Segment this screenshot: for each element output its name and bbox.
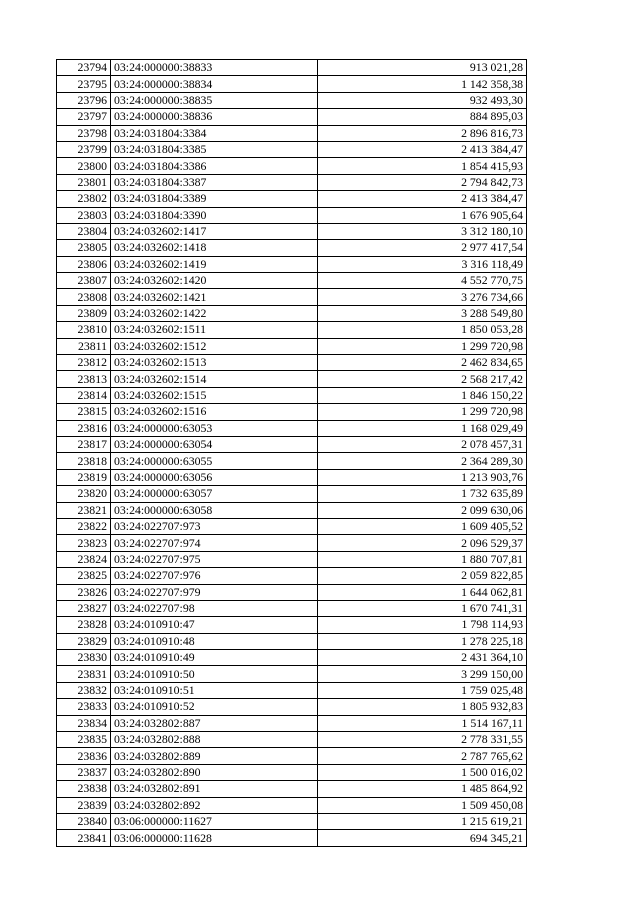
cadastral-value-cell: 3 299 150,00	[318, 666, 527, 682]
table-row	[57, 469, 527, 485]
cadastral-value-cell: 3 316 118,49	[318, 256, 527, 272]
cadastral-number-cell: 03:24:032602:1512	[111, 338, 318, 354]
row-number-cell: 23805	[57, 240, 111, 256]
cadastral-number-cell: 03:24:032802:888	[111, 732, 318, 748]
cadastral-number-cell: 03:24:000000:38834	[111, 76, 318, 92]
cadastral-value-cell: 2 787 765,62	[318, 748, 527, 764]
row-number-cell: 23796	[57, 92, 111, 108]
table-row	[57, 191, 527, 207]
cadastral-value-cell: 1 215 619,21	[318, 813, 527, 829]
cadastral-value-cell: 2 794 842,73	[318, 174, 527, 190]
cadastral-number-cell: 03:24:022707:973	[111, 518, 318, 534]
cadastral-number-cell: 03:24:032602:1511	[111, 322, 318, 338]
table-row	[57, 355, 527, 371]
row-number-cell: 23800	[57, 158, 111, 174]
cadastral-value-cell: 1 805 932,83	[318, 699, 527, 715]
table-row	[57, 551, 527, 567]
cadastral-number-cell: 03:24:000000:63055	[111, 453, 318, 469]
row-number-cell: 23811	[57, 338, 111, 354]
cadastral-value-cell: 1 168 029,49	[318, 420, 527, 436]
cadastral-value-cell: 694 345,21	[318, 830, 527, 846]
table-row	[57, 732, 527, 748]
table-row	[57, 60, 527, 76]
cadastral-number-cell: 03:24:032602:1515	[111, 387, 318, 403]
cadastral-number-cell: 03:24:000000:63057	[111, 486, 318, 502]
cadastral-value-cell: 913 021,28	[318, 60, 527, 76]
cadastral-number-cell: 03:24:032602:1516	[111, 404, 318, 420]
row-number-cell: 23834	[57, 715, 111, 731]
row-number-cell: 23795	[57, 76, 111, 92]
table-row	[57, 125, 527, 141]
table-row	[57, 436, 527, 452]
cadastral-number-cell: 03:24:032602:1419	[111, 256, 318, 272]
row-number-cell: 23804	[57, 223, 111, 239]
cadastral-number-cell: 03:24:032802:889	[111, 748, 318, 764]
cadastral-number-cell: 03:06:000000:11628	[111, 830, 318, 846]
row-number-cell: 23823	[57, 535, 111, 551]
cadastral-value-cell: 1 854 415,93	[318, 158, 527, 174]
table-row	[57, 305, 527, 321]
table-row	[57, 174, 527, 190]
row-number-cell: 23822	[57, 518, 111, 534]
cadastral-number-cell: 03:24:022707:975	[111, 551, 318, 567]
table-row	[57, 420, 527, 436]
table-row	[57, 584, 527, 600]
cadastral-number-cell: 03:24:000000:63058	[111, 502, 318, 518]
cadastral-number-cell: 03:24:032802:891	[111, 781, 318, 797]
cadastral-value-cell: 3 276 734,66	[318, 289, 527, 305]
row-number-cell: 23832	[57, 682, 111, 698]
cadastral-number-cell: 03:24:010910:51	[111, 682, 318, 698]
row-number-cell: 23826	[57, 584, 111, 600]
table-row	[57, 535, 527, 551]
table-row	[57, 289, 527, 305]
registry-table-body	[57, 60, 527, 847]
cadastral-value-cell: 884 895,03	[318, 109, 527, 125]
cadastral-number-cell: 03:24:010910:47	[111, 617, 318, 633]
row-number-cell: 23815	[57, 404, 111, 420]
cadastral-value-cell: 2 099 630,06	[318, 502, 527, 518]
table-row	[57, 813, 527, 829]
table-row	[57, 387, 527, 403]
cadastral-value-cell: 1 732 635,89	[318, 486, 527, 502]
cadastral-number-cell: 03:24:031804:3384	[111, 125, 318, 141]
row-number-cell: 23829	[57, 633, 111, 649]
row-number-cell: 23835	[57, 732, 111, 748]
cadastral-value-cell: 1 798 114,93	[318, 617, 527, 633]
row-number-cell: 23812	[57, 355, 111, 371]
table-row	[57, 699, 527, 715]
table-row	[57, 141, 527, 157]
table-row	[57, 633, 527, 649]
row-number-cell: 23816	[57, 420, 111, 436]
cadastral-number-cell: 03:24:022707:976	[111, 568, 318, 584]
row-number-cell: 23817	[57, 436, 111, 452]
table-row	[57, 666, 527, 682]
row-number-cell: 23825	[57, 568, 111, 584]
cadastral-value-cell: 1 485 864,92	[318, 781, 527, 797]
cadastral-value-cell: 1 213 903,76	[318, 469, 527, 485]
cadastral-number-cell: 03:06:000000:11627	[111, 813, 318, 829]
table-row	[57, 486, 527, 502]
cadastral-number-cell: 03:24:032602:1421	[111, 289, 318, 305]
cadastral-number-cell: 03:24:032602:1514	[111, 371, 318, 387]
cadastral-number-cell: 03:24:000000:38833	[111, 60, 318, 76]
row-number-cell: 23820	[57, 486, 111, 502]
cadastral-value-cell: 4 552 770,75	[318, 273, 527, 289]
cadastral-value-cell: 2 078 457,31	[318, 436, 527, 452]
cadastral-value-cell: 2 096 529,37	[318, 535, 527, 551]
table-row	[57, 273, 527, 289]
cadastral-number-cell: 03:24:000000:63054	[111, 436, 318, 452]
row-number-cell: 23813	[57, 371, 111, 387]
table-row	[57, 682, 527, 698]
cadastral-value-cell: 2 462 834,65	[318, 355, 527, 371]
cadastral-value-cell: 1 609 405,52	[318, 518, 527, 534]
cadastral-number-cell: 03:24:032602:1417	[111, 223, 318, 239]
row-number-cell: 23824	[57, 551, 111, 567]
row-number-cell: 23802	[57, 191, 111, 207]
table-row	[57, 322, 527, 338]
table-row	[57, 240, 527, 256]
cadastral-value-cell: 1 514 167,11	[318, 715, 527, 731]
cadastral-value-cell: 2 431 364,10	[318, 650, 527, 666]
table-row	[57, 518, 527, 534]
table-row	[57, 453, 527, 469]
cadastral-value-cell: 1 299 720,98	[318, 404, 527, 420]
row-number-cell: 23833	[57, 699, 111, 715]
row-number-cell: 23819	[57, 469, 111, 485]
table-row	[57, 502, 527, 518]
cadastral-value-cell: 1 500 016,02	[318, 764, 527, 780]
cadastral-number-cell: 03:24:031804:3387	[111, 174, 318, 190]
table-row	[57, 92, 527, 108]
cadastral-value-cell: 1 278 225,18	[318, 633, 527, 649]
row-number-cell: 23799	[57, 141, 111, 157]
table-row	[57, 207, 527, 223]
table-row	[57, 76, 527, 92]
row-number-cell: 23837	[57, 764, 111, 780]
cadastral-number-cell: 03:24:032602:1422	[111, 305, 318, 321]
cadastral-value-cell: 2 977 417,54	[318, 240, 527, 256]
row-number-cell: 23831	[57, 666, 111, 682]
cadastral-value-cell: 2 896 816,73	[318, 125, 527, 141]
row-number-cell: 23794	[57, 60, 111, 76]
cadastral-value-cell: 932 493,30	[318, 92, 527, 108]
table-row	[57, 223, 527, 239]
table-row	[57, 600, 527, 616]
table-row	[57, 830, 527, 846]
table-row	[57, 371, 527, 387]
cadastral-value-cell: 2 568 217,42	[318, 371, 527, 387]
row-number-cell: 23821	[57, 502, 111, 518]
cadastral-number-cell: 03:24:032602:1513	[111, 355, 318, 371]
cadastral-number-cell: 03:24:032602:1418	[111, 240, 318, 256]
table-row	[57, 715, 527, 731]
table-row	[57, 797, 527, 813]
cadastral-value-cell: 1 670 741,31	[318, 600, 527, 616]
cadastral-number-cell: 03:24:031804:3386	[111, 158, 318, 174]
cadastral-value-cell: 1 676 905,64	[318, 207, 527, 223]
cadastral-value-cell: 1 850 053,28	[318, 322, 527, 338]
row-number-cell: 23803	[57, 207, 111, 223]
row-number-cell: 23798	[57, 125, 111, 141]
cadastral-number-cell: 03:24:000000:63056	[111, 469, 318, 485]
cadastral-number-cell: 03:24:022707:974	[111, 535, 318, 551]
table-row	[57, 109, 527, 125]
cadastral-number-cell: 03:24:000000:38835	[111, 92, 318, 108]
cadastral-number-cell: 03:24:032802:890	[111, 764, 318, 780]
table-row	[57, 568, 527, 584]
cadastral-value-cell: 1 142 358,38	[318, 76, 527, 92]
row-number-cell: 23814	[57, 387, 111, 403]
row-number-cell: 23840	[57, 813, 111, 829]
cadastral-number-cell: 03:24:031804:3389	[111, 191, 318, 207]
row-number-cell: 23801	[57, 174, 111, 190]
cadastral-value-cell: 2 413 384,47	[318, 191, 527, 207]
row-number-cell: 23838	[57, 781, 111, 797]
row-number-cell: 23827	[57, 600, 111, 616]
cadastral-value-cell: 1 644 062,81	[318, 584, 527, 600]
cadastral-number-cell: 03:24:022707:98	[111, 600, 318, 616]
row-number-cell: 23839	[57, 797, 111, 813]
cadastral-number-cell: 03:24:000000:63053	[111, 420, 318, 436]
row-number-cell: 23810	[57, 322, 111, 338]
table-row	[57, 781, 527, 797]
row-number-cell: 23841	[57, 830, 111, 846]
row-number-cell: 23807	[57, 273, 111, 289]
cadastral-number-cell: 03:24:031804:3390	[111, 207, 318, 223]
table-row	[57, 404, 527, 420]
cadastral-number-cell: 03:24:010910:52	[111, 699, 318, 715]
table-row	[57, 764, 527, 780]
cadastral-number-cell: 03:24:022707:979	[111, 584, 318, 600]
row-number-cell: 23806	[57, 256, 111, 272]
registry-table	[56, 59, 527, 847]
table-row	[57, 158, 527, 174]
row-number-cell: 23809	[57, 305, 111, 321]
cadastral-number-cell: 03:24:010910:50	[111, 666, 318, 682]
table-row	[57, 338, 527, 354]
cadastral-number-cell: 03:24:032802:892	[111, 797, 318, 813]
row-number-cell: 23836	[57, 748, 111, 764]
cadastral-value-cell: 3 312 180,10	[318, 223, 527, 239]
table-row	[57, 617, 527, 633]
cadastral-number-cell: 03:24:031804:3385	[111, 141, 318, 157]
cadastral-value-cell: 2 364 289,30	[318, 453, 527, 469]
cadastral-value-cell: 1 880 707,81	[318, 551, 527, 567]
cadastral-value-cell: 1 759 025,48	[318, 682, 527, 698]
row-number-cell: 23818	[57, 453, 111, 469]
cadastral-value-cell: 2 059 822,85	[318, 568, 527, 584]
cadastral-value-cell: 3 288 549,80	[318, 305, 527, 321]
table-row	[57, 256, 527, 272]
row-number-cell: 23830	[57, 650, 111, 666]
cadastral-value-cell: 1 299 720,98	[318, 338, 527, 354]
cadastral-number-cell: 03:24:032802:887	[111, 715, 318, 731]
cadastral-number-cell: 03:24:000000:38836	[111, 109, 318, 125]
row-number-cell: 23828	[57, 617, 111, 633]
table-row	[57, 650, 527, 666]
cadastral-number-cell: 03:24:010910:48	[111, 633, 318, 649]
cadastral-number-cell: 03:24:032602:1420	[111, 273, 318, 289]
cadastral-value-cell: 1 846 150,22	[318, 387, 527, 403]
cadastral-value-cell: 2 413 384,47	[318, 141, 527, 157]
cadastral-number-cell: 03:24:010910:49	[111, 650, 318, 666]
row-number-cell: 23808	[57, 289, 111, 305]
cadastral-value-cell: 1 509 450,08	[318, 797, 527, 813]
cadastral-value-cell: 2 778 331,55	[318, 732, 527, 748]
table-row	[57, 748, 527, 764]
row-number-cell: 23797	[57, 109, 111, 125]
